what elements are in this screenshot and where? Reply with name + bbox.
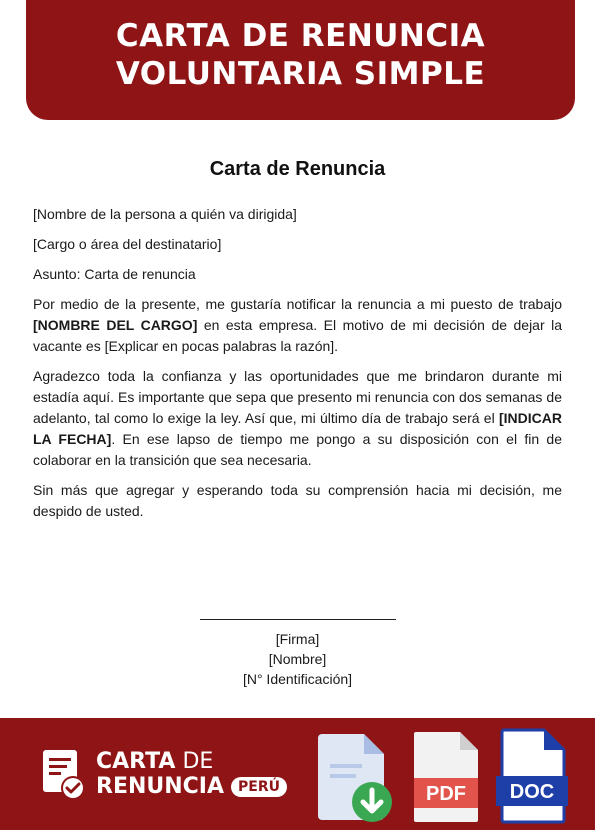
paragraph-3: Sin más que agregar y esperando toda su comprensión hacia mi decisión, me despido de usted.	[33, 482, 562, 519]
footer-bar	[0, 718, 595, 830]
pdf-label: PDF	[426, 783, 466, 805]
banner-title-line1: CARTA DE RENUNCIA	[115, 18, 486, 54]
paragraph-1-text-a: Por medio de la presente, me gustaría notificar la renuncia a mi puesto de trabajo	[33, 296, 562, 312]
doc-label: DOC	[509, 781, 555, 803]
brand-logo	[40, 748, 287, 802]
signature-block	[0, 606, 595, 689]
signature-firma: [Firma]	[275, 631, 320, 647]
paragraph-2-text-b: . En ese lapso de tiempo me pongo a su disposición con el fin de colaborar en la transición que sea necesaria.	[33, 431, 562, 468]
signature-id: [N° Identificación]	[242, 671, 353, 687]
recipient-line: [Nombre de la persona a quién va dirigida]	[33, 206, 297, 222]
google-docs-download-icon[interactable]	[316, 730, 394, 824]
brand-badge-peru: PERÚ	[231, 777, 287, 797]
pdf-file-icon[interactable]	[412, 730, 480, 824]
paragraph-1	[33, 294, 562, 357]
document-check-icon	[40, 748, 88, 802]
brand-word-de: DE	[175, 749, 214, 774]
job-title-placeholder: [NOMBRE DEL CARGO]	[33, 317, 198, 333]
title-banner	[26, 0, 575, 120]
signature-line	[200, 606, 396, 620]
brand-word-carta: CARTA	[96, 749, 176, 774]
doc-file-icon[interactable]	[494, 728, 572, 824]
document-title: Carta de Renuncia	[209, 158, 386, 180]
signature-nombre: [Nombre]	[268, 651, 327, 667]
paragraph-1-text-b: en esta empresa. El motivo de mi decisión de dejar la vacante es [Explicar en pocas palabras la razón].	[33, 317, 562, 354]
banner-title-line2: VOLUNTARIA SIMPLE	[115, 56, 486, 92]
subject-line: Asunto: Carta de renuncia	[33, 266, 196, 282]
letter-body	[33, 204, 562, 531]
paragraph-2	[33, 366, 562, 471]
date-placeholder: [INDICAR LA FECHA]	[33, 410, 562, 447]
recipient-role-line: [Cargo o área del destinatario]	[33, 236, 222, 252]
paragraph-2-text-a: Agradezco toda la confianza y las oportunidades que me brindaron durante mi estadía aquí. Es importante que sepa que presento mi renuncia con dos semanas de adelanto, tal como lo exige la ley. Así que, mi último día de trabajo será el	[33, 368, 562, 426]
brand-word-renuncia: RENUNCIA	[96, 774, 225, 799]
